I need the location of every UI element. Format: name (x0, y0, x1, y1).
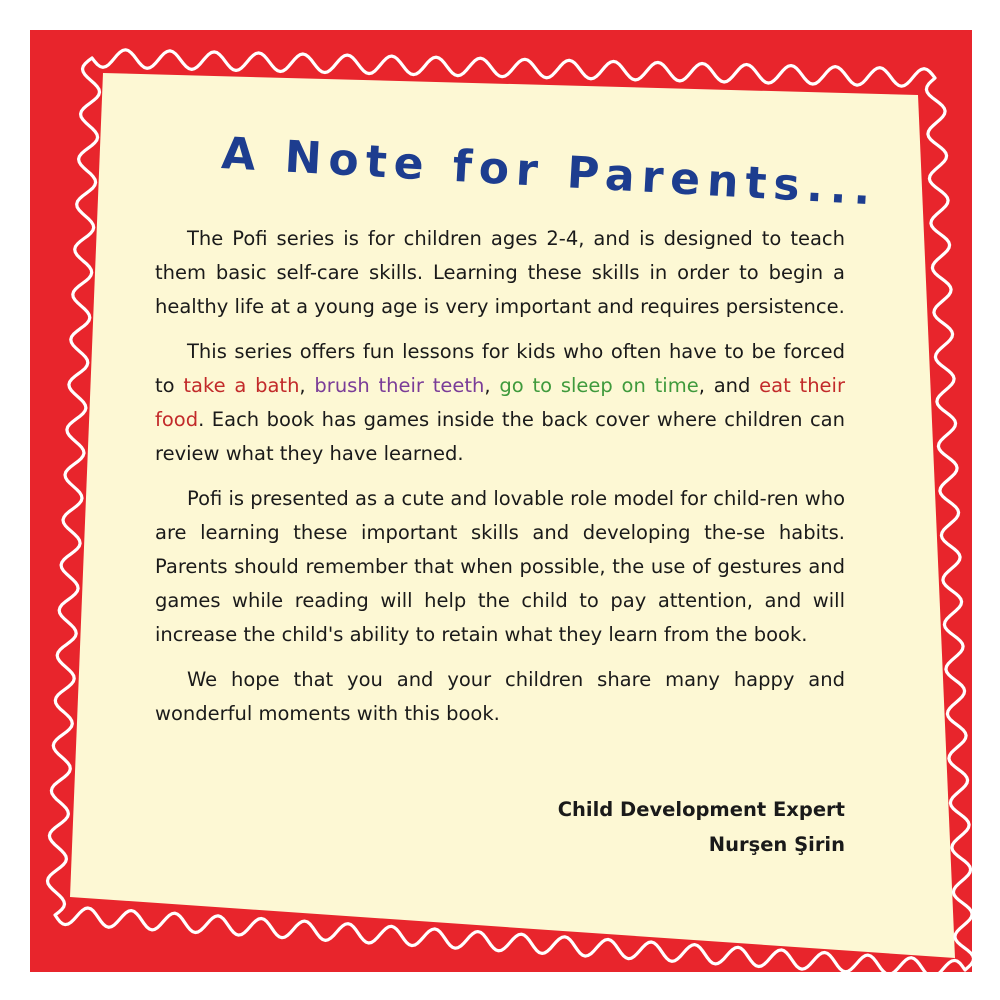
paragraph-2-outro: . Each book has games inside the back cover where children can review what they have learned. (155, 408, 845, 465)
signature-role: Child Development Expert (557, 798, 845, 821)
highlight-eat-food: eat their food (155, 374, 845, 431)
highlight-go-to-sleep: go to sleep on time (499, 374, 699, 397)
paragraph-3: Pofi is presented as a cute and lovable role model for child-ren who are learning these important skills and developing the-se habits. Parents should remember that when possible, the use of gestures and games while reading will help the child to pay attention, and will increase the child's ability to retain what they learn from the book. (155, 487, 845, 646)
separator-3: , and (698, 374, 760, 397)
signature-name: Nurşen Şirin (708, 833, 845, 856)
highlight-brush-teeth: brush their teeth (314, 374, 485, 397)
body-text (155, 222, 845, 742)
paragraph-1: The Pofi series is for children ages 2-4, and is designed to teach them basic self-care skills. Learning these skills in order to begin a healthy life at a young age is very important and requires persistence. (155, 227, 845, 318)
signature (558, 792, 845, 862)
paragraph-2-intro: This series offers fun lessons for kids who often have to be forced to (155, 340, 845, 397)
separator-2: , (484, 374, 500, 397)
page-title: A Note for Parents... (220, 128, 879, 216)
highlight-take-a-bath: take a bath (183, 374, 300, 397)
paragraph-4: We hope that you and your children share many happy and wonderful moments with this book. (155, 668, 845, 725)
note-content (155, 110, 879, 870)
separator-1: , (299, 374, 315, 397)
paragraph-2 (155, 335, 845, 471)
